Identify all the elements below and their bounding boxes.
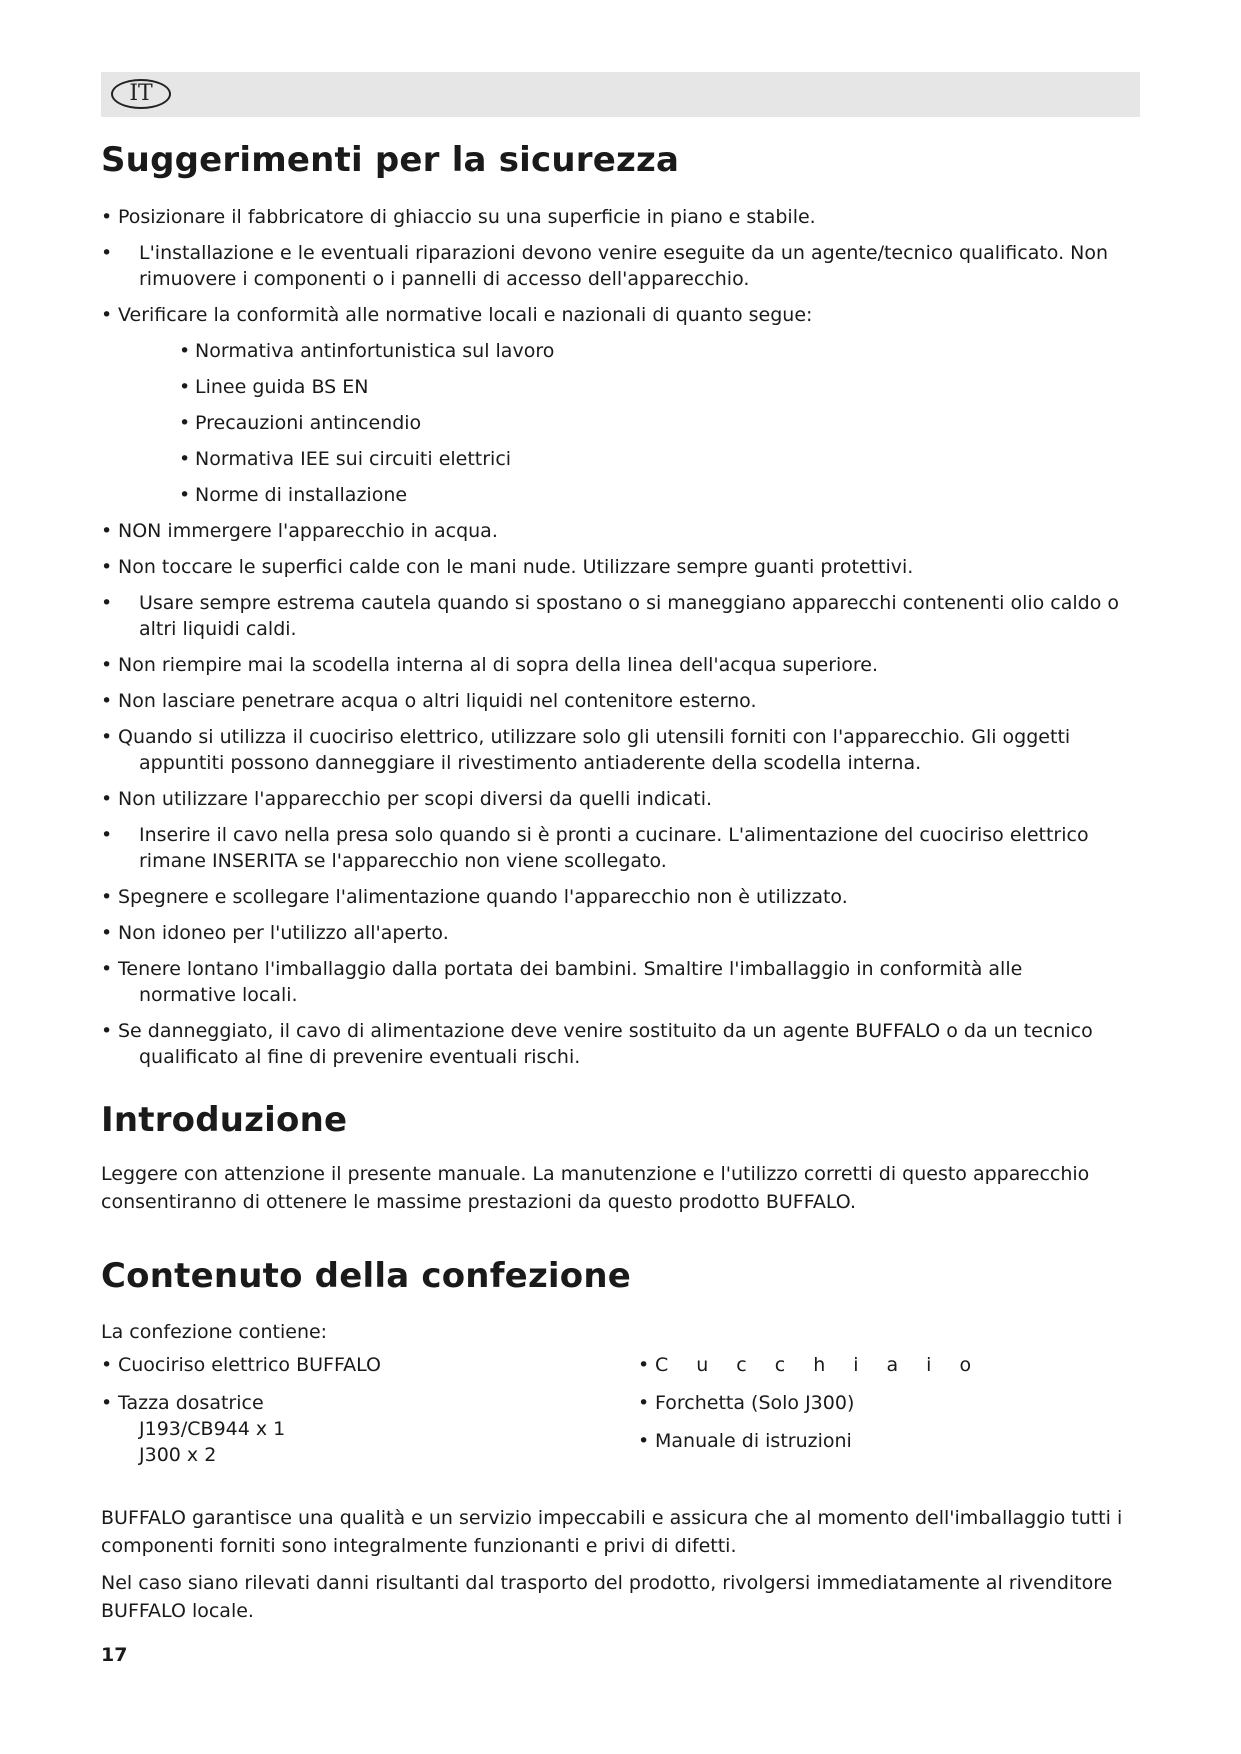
list-item: • Forchetta (Solo J300) <box>638 1390 1138 1416</box>
list-item: • Cucchiaio <box>638 1352 1138 1378</box>
contents-list-right <box>638 1352 1138 1466</box>
language-badge: IT <box>111 79 171 109</box>
list-item <box>101 1018 1146 1070</box>
list-item: • Manuale di istruzioni <box>638 1428 1138 1454</box>
item-label: Tazza dosatrice <box>118 1392 264 1414</box>
list-item: • L'installazione e le eventuali riparazioni devono venire eseguite da un agente/tecnico qualificato. Non rimuovere i componenti o i pannelli di accesso dell'apparecchio. <box>101 240 1146 292</box>
contents-title: Contenuto della confezione <box>101 1256 632 1296</box>
list-item: • Non utilizzare l'apparecchio per scopi diversi da quelli indicati. <box>101 786 1146 812</box>
item-line: Se danneggiato, il cavo di alimentazione deve venire sostituito da un agente BUFFALO o da un tecnico <box>118 1020 1093 1042</box>
safety-title: Suggerimenti per la sicurezza <box>101 140 680 180</box>
list-item: • Verificare la conformità alle normative locali e nazionali di quanto segue: <box>101 302 1146 328</box>
list-item: • Precauzioni antincendio <box>101 410 1146 436</box>
list-item: • Non riempire mai la scodella interna al di sopra della linea dell'acqua superiore. <box>101 652 1146 678</box>
item-line: Tenere lontano l'imballaggio dalla portata dei bambini. Smaltire l'imballaggio in conformità alle <box>118 958 1023 980</box>
contents-list-left <box>101 1352 621 1480</box>
item-line: normative locali. <box>139 984 298 1006</box>
contents-lead: La confezione contiene: <box>101 1321 328 1343</box>
list-item: • Spegnere e scollegare l'alimentazione quando l'apparecchio non è utilizzato. <box>101 884 1146 910</box>
safety-list <box>101 204 1146 1080</box>
list-item <box>101 724 1146 776</box>
list-item: • Inserire il cavo nella presa solo quando si è pronti a cucinare. L'alimentazione del cuociriso elettrico rimane INSERITA se l'apparecchio non viene scollegato. <box>101 822 1146 874</box>
list-item: • Usare sempre estrema cautela quando si spostano o si maneggiano apparecchi contenenti olio caldo o altri liquidi caldi. <box>101 590 1146 642</box>
page-number: 17 <box>101 1644 128 1666</box>
list-item <box>101 956 1146 1008</box>
list-item: • Linee guida BS EN <box>101 374 1146 400</box>
list-item: • Cuociriso elettrico BUFFALO <box>101 1352 621 1378</box>
list-item: • Norme di installazione <box>101 482 1146 508</box>
intro-paragraph: Leggere con attenzione il presente manuale. La manutenzione e l'utilizzo corretti di questo apparecchio consentiranno di ottenere le massime prestazioni da questo prodotto BUFFALO. <box>101 1163 1090 1213</box>
guarantee-paragraph: BUFFALO garantisce una qualità e un servizio impeccabili e assicura che al momento dell'imballaggio tutti i componenti forniti sono integralmente funzionanti e privi di difetti. <box>101 1507 1123 1557</box>
item-line: Quando si utilizza il cuociriso elettrico, utilizzare solo gli utensili forniti con l'apparecchio. Gli oggetti <box>118 726 1071 748</box>
list-item: • NON immergere l'apparecchio in acqua. <box>101 518 1146 544</box>
language-bar <box>101 72 1140 117</box>
intro-title: Introduzione <box>101 1100 348 1140</box>
list-item: • Non idoneo per l'utilizzo all'aperto. <box>101 920 1146 946</box>
item-line: appuntiti possono danneggiare il rivestimento antiaderente della scodella interna. <box>139 752 922 774</box>
list-item: • Posizionare il fabbricatore di ghiaccio su una superficie in piano e stabile. <box>101 204 1146 230</box>
item-subline: J300 x 2 <box>139 1444 217 1466</box>
list-item: • Normativa antinfortunistica sul lavoro <box>101 338 1146 364</box>
item-line: qualificato al fine di prevenire eventuali rischi. <box>139 1046 581 1068</box>
list-item: • Normativa IEE sui circuiti elettrici <box>101 446 1146 472</box>
list-item: • Non lasciare penetrare acqua o altri liquidi nel contenitore esterno. <box>101 688 1146 714</box>
list-item <box>101 1390 621 1468</box>
damage-paragraph: Nel caso siano rilevati danni risultanti dal trasporto del prodotto, rivolgersi immediatamente al rivenditore BUFFALO locale. <box>101 1572 1113 1622</box>
item-subline: J193/CB944 x 1 <box>139 1418 286 1440</box>
list-item: • Non toccare le superfici calde con le mani nude. Utilizzare sempre guanti protettivi. <box>101 554 1146 580</box>
